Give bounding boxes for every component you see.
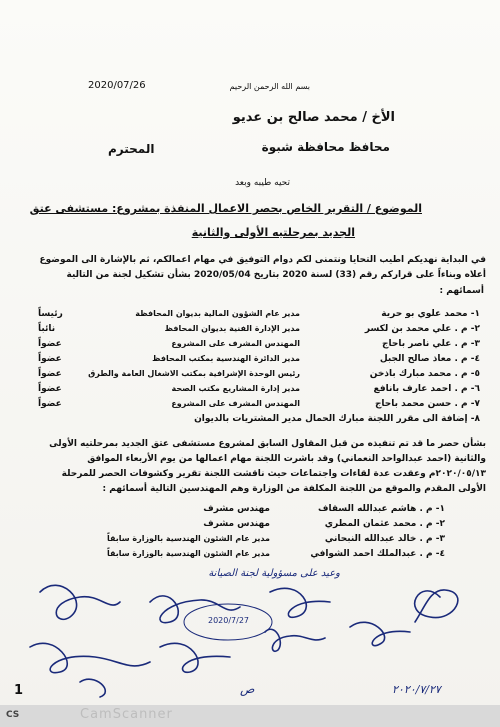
engineer-name: ٢- م . محمد عثمان المطري xyxy=(324,519,445,529)
signature-1 xyxy=(415,590,458,622)
engineer-name: ٤- م . عبدالملك احمد الشوافي xyxy=(310,549,445,559)
scanner-footer xyxy=(0,705,500,727)
list-item xyxy=(0,324,500,337)
list-item xyxy=(0,369,500,382)
body-line-3: ٢٠٢٠/٠٥/١٣م وعقدت عدة لقاءات واجتماعات حيث ناقشت اللجنة تقرير وكشوفات الحصر للمرحلة xyxy=(61,469,486,479)
list-item xyxy=(0,549,500,562)
intro-line-1: في البداية نهديكم اطيب التحايا ونتمنى لكم دوام التوفيق في مهام اعمالكم، ثم بالإشارة الى الموضوع xyxy=(39,255,486,265)
signature-9 xyxy=(265,629,325,651)
scanner-logo: CS xyxy=(6,710,20,720)
committee-member-name: ٥- م . محمد مبارك باذخن xyxy=(369,369,480,379)
list-item xyxy=(0,519,500,532)
signature-8 xyxy=(80,679,105,697)
page-number: 1 xyxy=(14,683,24,698)
committee-member-position: مدير عام الشؤون المالية بديوان المحافظة xyxy=(135,309,300,318)
list-item xyxy=(0,399,500,412)
committee-member-role: رئيساً xyxy=(38,309,63,319)
committee-member-role: نائباً xyxy=(38,324,56,334)
committee-member-position: مدير الإدارة الفنية بديوان المحافظ xyxy=(164,324,300,333)
committee-member-position: مدير إدارة المشاريع مكتب الصحة xyxy=(171,384,300,393)
handwritten-initial: ص xyxy=(240,682,255,696)
greeting: تحيه طيبه وبعد xyxy=(235,178,290,188)
committee-member-role: عضواً xyxy=(38,369,62,379)
committee-addition: ٨- إضافة الى مقرر اللجنة مبارك الحمال مدير المشتريات بالديوان xyxy=(194,414,480,424)
committee-member-name: ٣- م . علي ناصر باحاج xyxy=(381,339,480,349)
basmala: بسم الله الرحمن الرحيم xyxy=(229,82,310,91)
scanner-watermark: CamScanner xyxy=(80,707,173,722)
subject-line-2: الجديد بمرحلتيه الأولى والثانية xyxy=(191,226,355,239)
engineer-title: مدير عام الشئون الهندسية بالوزارة سابقاً xyxy=(106,549,270,558)
committee-member-position: المهندس المشرف على المشروع xyxy=(171,339,300,348)
list-item xyxy=(0,309,500,322)
engineer-title: مدير عام الشئون الهندسية بالوزارة سابقاً xyxy=(106,534,270,543)
committee-member-role: عضواً xyxy=(38,354,62,364)
signature-5 xyxy=(350,622,410,645)
signature-7 xyxy=(160,643,230,672)
intro-line-2: أعلاه وبناءاً على قراركم رقم (33) لسنة 2020 بتاريخ 2020/05/04 بشأن تشكيل لجنة من التالية xyxy=(66,270,486,280)
body-line-1: بشأن حصر ما قد تم تنفيذه من قبل المقاول السابق لمشروع مستشفى عتق الجديد بمرحلتيه الأولى xyxy=(49,439,486,449)
engineer-name: ١- م . هاشم عبدالله السقاف xyxy=(318,504,445,514)
recipient-title: محافظ محافظة شبوة xyxy=(261,140,390,154)
committee-member-position: المهندس المشرف على المشروع xyxy=(171,399,300,408)
committee-member-name: ١- محمد علوي بو حرية xyxy=(381,309,480,319)
list-item xyxy=(0,354,500,367)
stamp-date: 2020/7/27 xyxy=(208,616,250,625)
committee-member-name: ٤- م . معاذ صالح الجبل xyxy=(379,354,480,364)
recipient-name: الأخ / محمد صالح بن عديو xyxy=(232,110,395,125)
committee-member-name: ٧- م . حسن محمد باحاج xyxy=(374,399,480,409)
document-date: 2020/07/26 xyxy=(88,80,146,91)
committee-member-name: ٢- م . علي محمد بن لكسر xyxy=(364,324,480,334)
handwritten-note: وعيد على مسؤولية لجنة الصيانة xyxy=(208,568,340,579)
signature-2 xyxy=(40,585,120,619)
handwritten-date: ٢٠٢٠/٧/٢٧ xyxy=(392,683,441,696)
subject-line-1: الموضوع / التقرير الخاص بحصر الاعمال المنفذة بمشروع: مستشفى عتق xyxy=(29,202,422,215)
committee-member-position: رئيس الوحدة الإشرافية بمكتب الاشغال العامة والطرق xyxy=(88,369,300,378)
committee-member-name: ٦- م . احمد عارف بانافع xyxy=(373,384,480,394)
body-line-4: الأولى المقدم والموقع من اللجنة المكلفة من الوزارة وهم المهندسين التالية أسمائهم : xyxy=(102,484,486,494)
list-item xyxy=(0,384,500,397)
engineer-name: ٣- م . خالد عبدالله النبحاني xyxy=(324,534,445,544)
committee-member-role: عضواً xyxy=(38,399,62,409)
list-item xyxy=(0,339,500,352)
engineer-title: مهندس مشرف xyxy=(203,504,270,514)
body-line-2: والثانية (احمد عبدالواحد النعماني) وقد باشرت اللجنة مهام اعمالها من يوم الأربعاء الموافق xyxy=(87,454,486,464)
recipient-honorific: المحترم xyxy=(108,142,155,156)
committee-member-position: مدير الدائرة الهندسية بمكتب المحافظ xyxy=(152,354,300,363)
committee-member-role: عضواً xyxy=(38,384,62,394)
list-item xyxy=(0,534,500,547)
signature-4 xyxy=(270,588,330,617)
intro-line-3: أسمائهم : xyxy=(439,286,484,296)
list-item xyxy=(0,504,500,517)
committee-member-role: عضواً xyxy=(38,339,62,349)
signature-6 xyxy=(30,643,150,672)
engineer-title: مهندس مشرف xyxy=(203,519,270,529)
